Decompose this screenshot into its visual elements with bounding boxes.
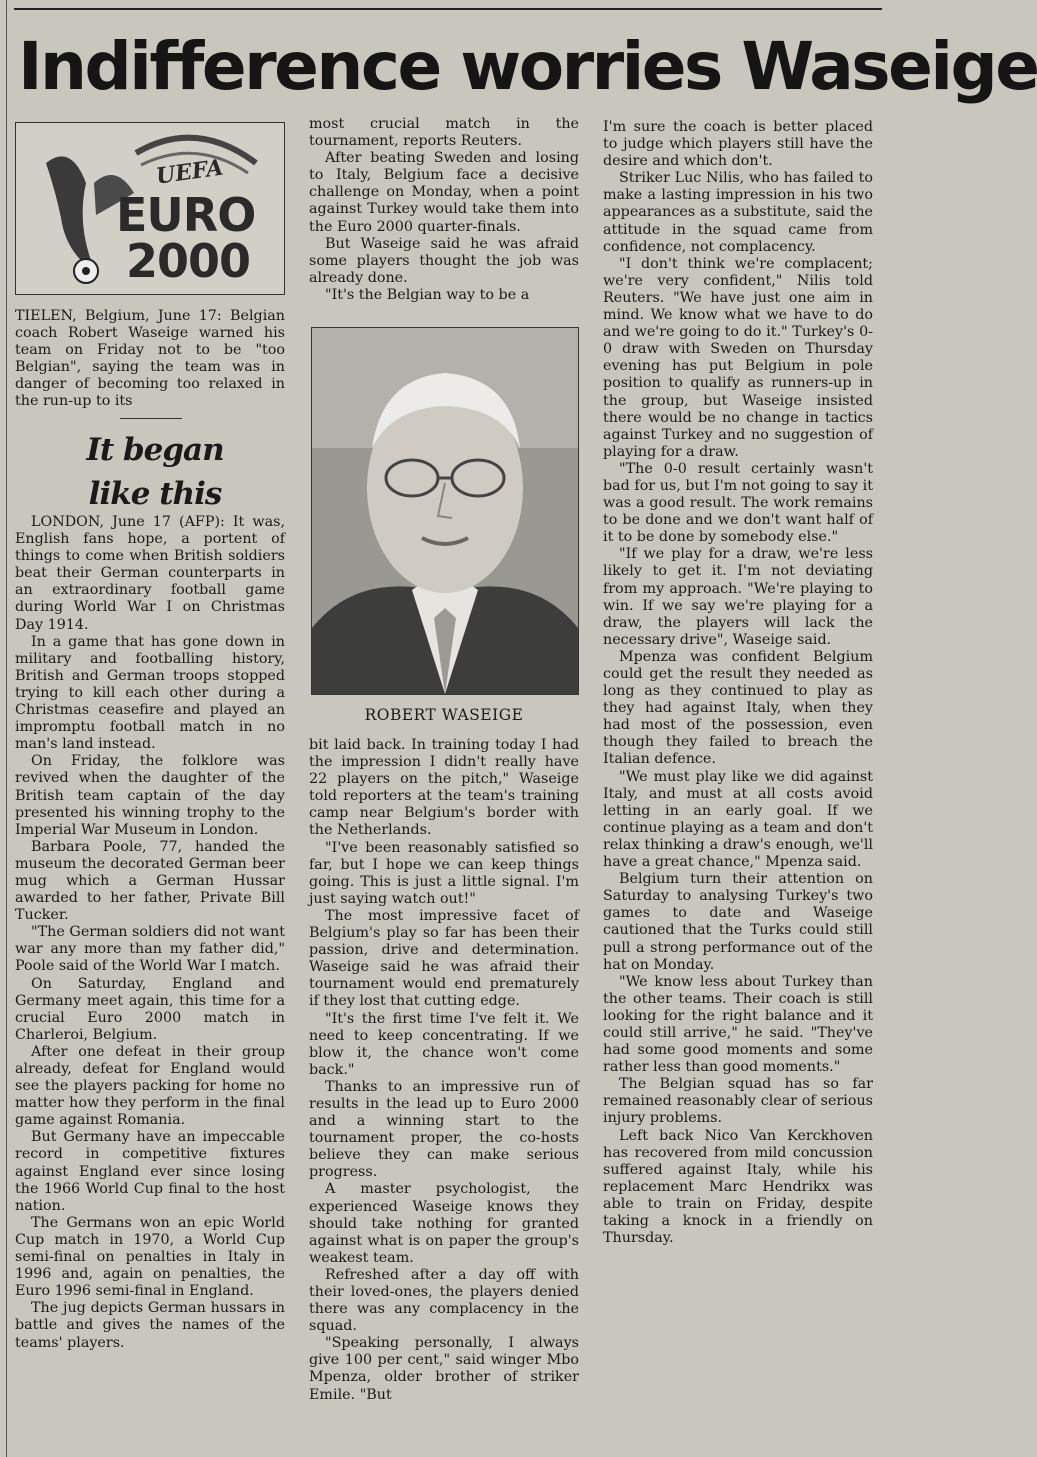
sidebar-title — [45, 428, 265, 516]
paragraph: Barbara Poole, 77, handed the museum the decorated German beer mug which a German Hussar awarded to her father, Private Bill Tucker. — [15, 838, 285, 924]
euro-logo-graphic — [16, 123, 284, 294]
paragraph: Left back Nico Van Kerckhoven has recovered from mild concussion suffered against Italy, while his replacement Marc Hendrikx was able to train on Friday, despite taking a knock in a friendly on Thursday. — [603, 1127, 873, 1247]
paragraph: most crucial match in the tournament, reports Reuters. — [309, 116, 579, 150]
paragraph: "It's the Belgian way to be a — [325, 286, 530, 303]
paragraph: The jug depicts German hussars in battle and gives the names of the teams' players. — [15, 1300, 285, 1351]
paragraph: "We must play like we did against Italy, and must at all costs avoid letting in an early goal. If we continue playing as a team and don't relax thinking a draw's enough, we'll have a great chance," Mpenza said. — [603, 768, 873, 871]
paragraph: TIELEN, Belgium, June 17: Belgian coach Robert Waseige warned his team on Friday not to be "too Belgian", saying the team was in danger of becoming too relaxed in the run-up to its — [15, 308, 285, 410]
logo-year-text: 2000 — [126, 234, 251, 288]
top-rule — [14, 8, 882, 10]
paragraph: Thanks to an impressive run of results in the lead up to Euro 2000 and a winning start to the tournament proper, the co-hosts believe they can make serious progress. — [309, 1078, 579, 1181]
photo-caption: ROBERT WASEIGE — [364, 706, 524, 724]
paragraph: "If we play for a draw, we're less likely to get it. I'm not deviating from my approach. "We're playing to win. If we say we're playing for a draw, the players will lack the necessary drive", Waseige said. — [603, 546, 873, 648]
paragraph: "Speaking personally, I always give 100 per cent," said winger Mbo Mpenza, older brother of striker Emile. "But — [309, 1335, 579, 1403]
column-2-top — [309, 116, 579, 304]
sidebar-divider — [120, 418, 182, 419]
paragraph: On Friday, the folklore was revived when the daughter of the British team captain of the day presented his winning trophy to the Imperial War Museum in London. — [15, 753, 285, 838]
paragraph: After one defeat in their group already, defeat for England would see the players packing for home no matter how they perform in the final game against Romania. — [15, 1043, 285, 1129]
paragraph: On Saturday, England and Germany meet again, this time for a crucial Euro 2000 match in Charleroi, Belgium. — [15, 975, 285, 1043]
logo-uefa-text: UEFA — [154, 154, 225, 190]
paragraph: "I've been reasonably satisfied so far, but I hope we can keep things going. This is just a little signal. I'm just saying watch out!" — [309, 839, 579, 907]
paragraph: The Germans won an epic World Cup match in 1970, a World Cup semi-final on penalties in Italy in 1996 and, again on penalties, the Euro 1996 semi-final in England. — [15, 1214, 285, 1300]
paragraph: "The 0-0 result certainly wasn't bad for us, but I'm not going to say it was a good result. The work remains to be done and we don't want half of it to be done by somebody else." — [603, 460, 873, 546]
sidebar-title-line-2: like this — [88, 476, 222, 512]
paragraph: The Belgian squad has so far remained reasonably clear of serious injury problems. — [603, 1076, 873, 1127]
paragraph: After beating Sweden and losing to Italy, Belgium face a decisive challenge on Monday, when a point against Turkey would take them into the Euro 2000 quarter-finals. — [309, 150, 579, 235]
paragraph: LONDON, June 17 (AFP): It was, English fans hope, a portent of things to come when British soldiers beat their German counterparts in an extraordinary football game during World War I on Christmas Day 1914. — [15, 514, 285, 633]
paragraph: bit laid back. In training today I had the impression I didn't really have 22 players on the pitch," Waseige told reporters at the team's training camp near Belgium's border with the Netherlands. — [309, 737, 579, 839]
portrait-illustration — [312, 328, 578, 694]
paragraph: Refreshed after a day off with their loved-ones, the players denied there was any complacency in the squad. — [309, 1266, 579, 1335]
column-1-sidebar — [15, 514, 285, 1352]
paragraph: "It's the first time I've felt it. We need to keep concentrating. If we blow it, the chance won't come back." — [309, 1010, 579, 1078]
euro-2000-logo — [15, 122, 285, 295]
paragraph: A master psychologist, the experienced Waseige knows they should take nothing for granted against what is on paper the group's weakest team. — [309, 1181, 579, 1266]
column-2-bottom — [309, 737, 579, 1404]
logo-euro-text: EURO — [116, 188, 256, 242]
paragraph: "I don't think we're complacent; we're very confident," Nilis told Reuters. "We have just one aim in mind. We know what we have to do and we're going to do it." Turkey's 0-0 draw with Sweden on Thursday evening has put Belgium in pole position to qualify as runners-up in the group, but Waseige insisted there would be no change in tactics against Turkey and no suggestion of playing for a draw. — [603, 255, 873, 460]
paragraph: Belgium turn their attention on Saturday to analysing Turkey's two games to date and Waseige cautioned that the Turks could still pull a strong performance out of the hat on Monday. — [603, 871, 873, 973]
paragraph: But Waseige said he was afraid some players thought the job was already done. — [309, 235, 579, 286]
page-edge-line — [6, 0, 7, 1457]
paragraph: Mpenza was confident Belgium could get the result they needed as long as they continued to play as they had against Italy, when they had most of the possession, even though they failed to breach the Italian defence. — [603, 648, 873, 768]
headline: Indifference worries Waseige — [18, 28, 1037, 105]
waseige-photo — [311, 327, 579, 695]
paragraph: "The German soldiers did not want war any more than my father did," Poole said of the World War I match. — [15, 924, 285, 975]
paragraph: In a game that has gone down in military and footballing history, British and German troops stopped trying to kill each other during a Christmas ceasefire and played an impromptu football match in no man's land instead. — [15, 633, 285, 753]
sidebar-title-line-1: It began — [86, 432, 224, 468]
paragraph: Striker Luc Nilis, who has failed to make a lasting impression in his two appearances as a substitute, said the attitude in the squad came from confidence, not complacency. — [603, 170, 873, 255]
paragraph: I'm sure the coach is better placed to judge which players still have the desire and which don't. — [603, 119, 873, 170]
paragraph: "We know less about Turkey than the other teams. Their coach is still looking for the right balance and it could still arrive," he said. "They've had some good moments and some rather less than good moments." — [603, 973, 873, 1076]
paragraph: The most impressive facet of Belgium's play so far has been their passion, drive and determination. Waseige said he was afraid their tournament would end prematurely if they lost that cutting edge. — [309, 907, 579, 1010]
column-3 — [603, 119, 873, 1247]
column-1-intro — [15, 308, 285, 411]
paragraph: But Germany have an impeccable record in competitive fixtures against England ever since losing the 1966 World Cup final to the host nation. — [15, 1129, 285, 1214]
